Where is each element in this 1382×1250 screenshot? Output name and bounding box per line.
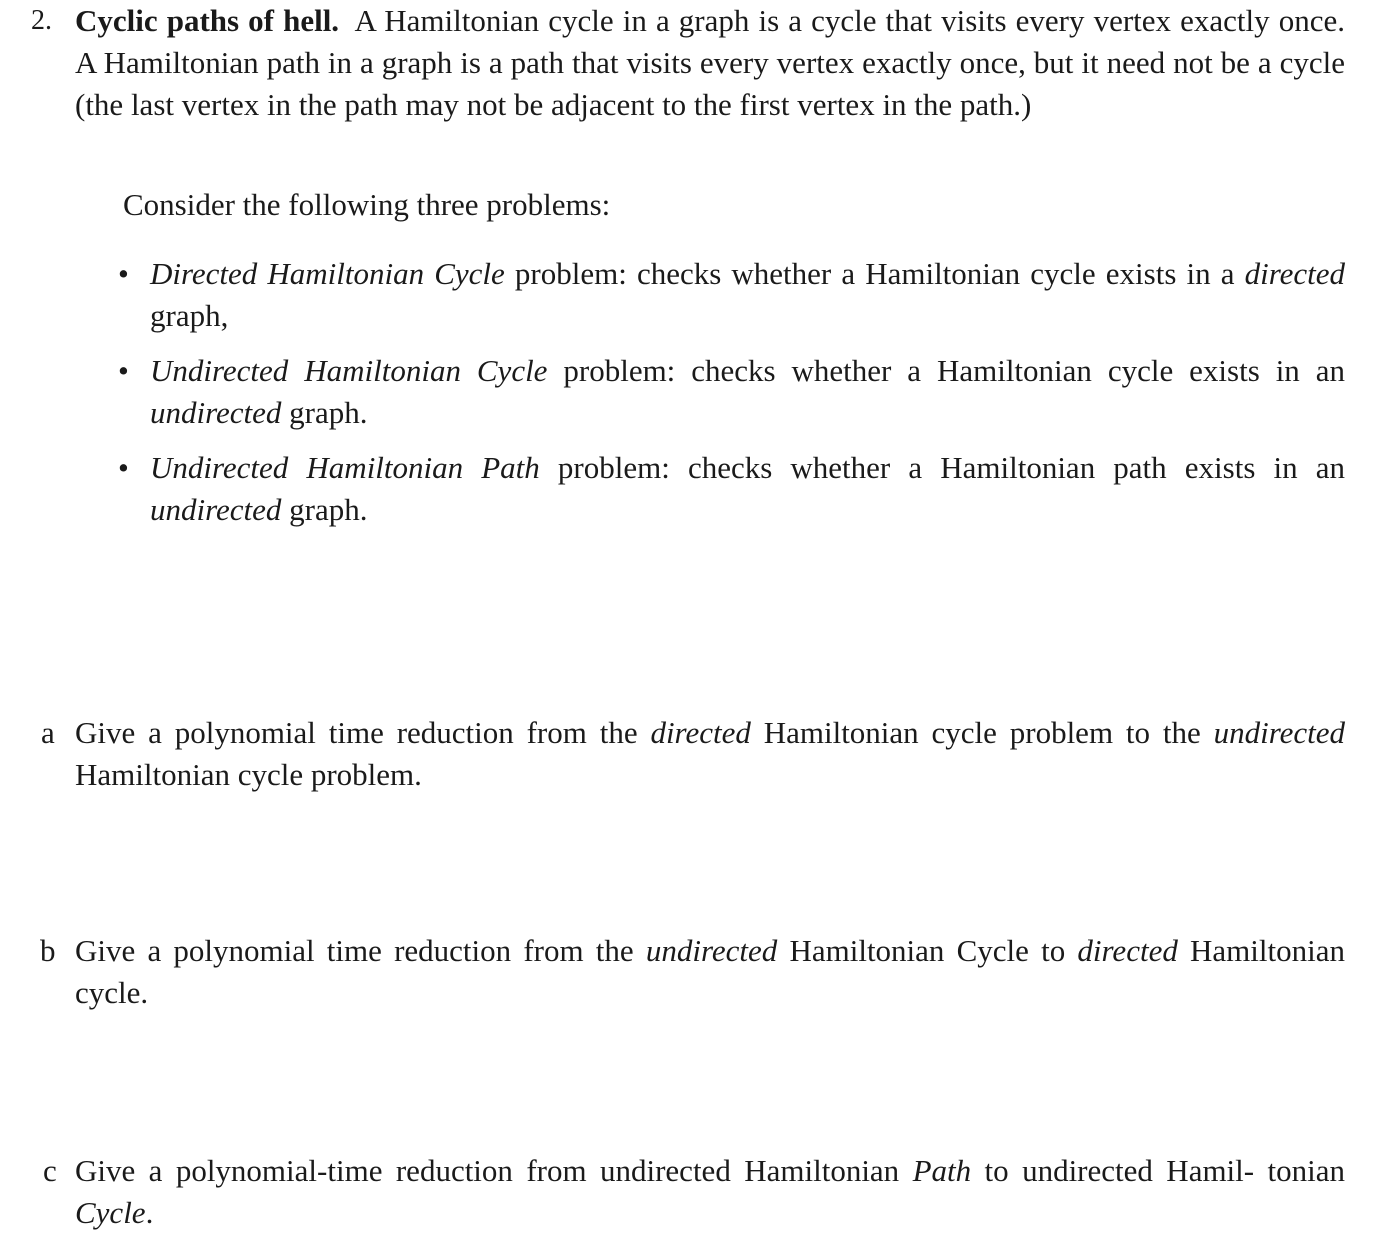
part-emphasis: Cycle xyxy=(75,1195,146,1230)
part-text: Hamiltonian Cycle to xyxy=(777,933,1078,968)
part-text: Hamiltonian cycle. xyxy=(75,933,1345,1010)
item-desc: problem: checks whether a Hamiltonian cycle exists in an xyxy=(547,353,1345,388)
part-label: a xyxy=(41,715,55,750)
bullet-icon: • xyxy=(118,256,129,291)
item-desc: problem: checks whether a Hamiltonian cycle exists in a xyxy=(504,256,1245,291)
part-text: . xyxy=(145,1195,154,1230)
item-emphasis: undirected xyxy=(150,492,282,527)
bullet-icon: • xyxy=(118,450,129,485)
part-c xyxy=(43,1150,1345,1234)
list-item xyxy=(118,447,1345,531)
item-emphasis: undirected xyxy=(150,395,282,430)
problem-title: Cyclic paths of hell. xyxy=(75,3,340,38)
consider-line: Consider the following three problems: xyxy=(123,187,611,222)
part-label: c xyxy=(43,1153,57,1188)
item-name: Undirected Hamiltonian Path xyxy=(150,450,540,485)
part-emphasis: directed xyxy=(1077,933,1178,968)
item-emphasis: directed xyxy=(1244,256,1345,291)
part-emphasis: directed xyxy=(650,715,751,750)
item-desc-end: graph, xyxy=(150,298,229,333)
item-desc: problem: checks whether a Hamiltonian path exists in an xyxy=(539,450,1345,485)
part-label: b xyxy=(40,933,56,968)
problem-definition: A Hamiltonian cycle in a graph is a cycle that visits every vertex exactly once. A Hamiltonian path in a graph is a path that visits every vertex exactly once, but it need not be a cycle (the last vertex in the path may not be adjacent to the first vertex in the path.) xyxy=(75,3,1345,122)
item-desc-end: graph. xyxy=(281,492,368,527)
part-emphasis: Path xyxy=(912,1153,972,1188)
problem-statement xyxy=(31,0,1345,126)
part-text: to undirected Hamil- tonian xyxy=(971,1153,1345,1188)
part-emphasis: undirected xyxy=(645,933,778,968)
part-b xyxy=(40,930,1345,1014)
part-text: Hamiltonian cycle problem. xyxy=(75,757,422,792)
part-text: Give a polynomial time reduction from the xyxy=(75,933,646,968)
item-name: Directed Hamiltonian Cycle xyxy=(150,256,505,291)
problem-list xyxy=(118,253,1345,544)
list-item xyxy=(118,350,1345,434)
problem-number: 2. xyxy=(31,5,52,36)
part-text: Hamiltonian cycle problem to the xyxy=(750,715,1214,750)
item-desc-end: graph. xyxy=(281,395,368,430)
bullet-icon: • xyxy=(118,353,129,388)
list-item xyxy=(118,253,1345,337)
part-emphasis: undirected xyxy=(1213,715,1345,750)
item-name: Undirected Hamiltonian Cycle xyxy=(150,353,548,388)
part-text: Give a polynomial-time reduction from undirected Hamiltonian xyxy=(75,1153,913,1188)
part-a xyxy=(41,712,1345,796)
part-text: Give a polynomial time reduction from the xyxy=(75,715,651,750)
